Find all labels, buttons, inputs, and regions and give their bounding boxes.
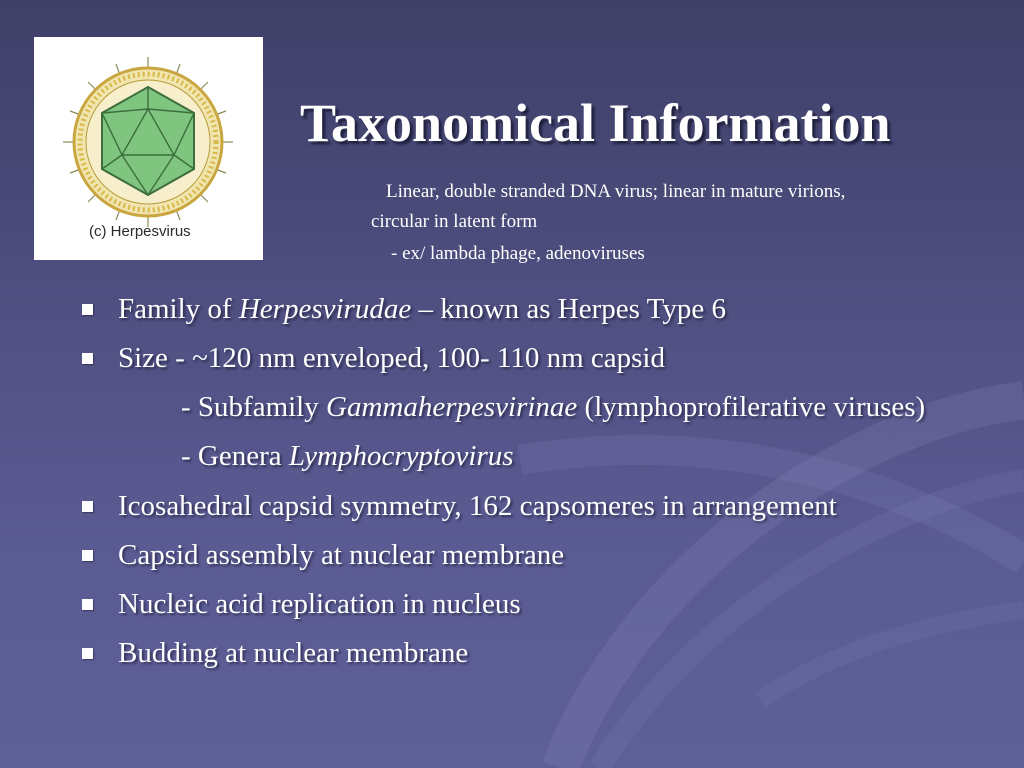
figure-caption: (c) Herpesvirus — [89, 223, 191, 240]
bullet-item: Nucleic acid replication in nucleus — [118, 588, 521, 620]
bullet-marker — [82, 648, 93, 659]
bullet-italic-term: Herpesvirudae — [238, 293, 412, 325]
sub-item-text: (lymphoprofilerative viruses) — [577, 391, 926, 423]
sub-item-text: - Subfamily — [181, 391, 326, 423]
bullet-item: Icosahedral capsid symmetry, 162 capsomeres in arrangement — [118, 490, 837, 522]
sub-item-text: - Genera — [181, 440, 289, 472]
bullet-text: Size - ~120 nm enveloped, 100- 110 nm capsid — [118, 342, 665, 374]
bullet-item: Budding at nuclear membrane — [118, 637, 469, 669]
bullet-item — [118, 292, 726, 326]
bullet-text: Family of — [118, 293, 239, 325]
bullet-item — [118, 341, 665, 375]
note-line: circular in latent form — [371, 211, 538, 232]
bullet-marker — [82, 599, 93, 610]
bullet-marker — [82, 550, 93, 561]
bullet-item: Capsid assembly at nuclear membrane — [118, 539, 565, 571]
bullet-text: – known as Herpes Type 6 — [411, 293, 726, 325]
slide-title: Taxonomical Information — [300, 93, 891, 153]
bullet-marker — [82, 304, 93, 315]
note-line: Linear, double stranded DNA virus; linear in mature virions, — [386, 181, 846, 202]
sub-item-italic-term: Gammaherpesvirinae — [326, 391, 578, 423]
note-line: - ex/ lambda phage, adenoviruses — [391, 243, 645, 264]
bullet-marker — [82, 501, 93, 512]
sub-item-italic-term: Lymphocryptovirus — [288, 440, 514, 472]
herpesvirus-figure — [34, 37, 263, 260]
sub-item — [181, 439, 514, 473]
sub-item — [181, 390, 925, 424]
bullet-marker — [82, 353, 93, 364]
